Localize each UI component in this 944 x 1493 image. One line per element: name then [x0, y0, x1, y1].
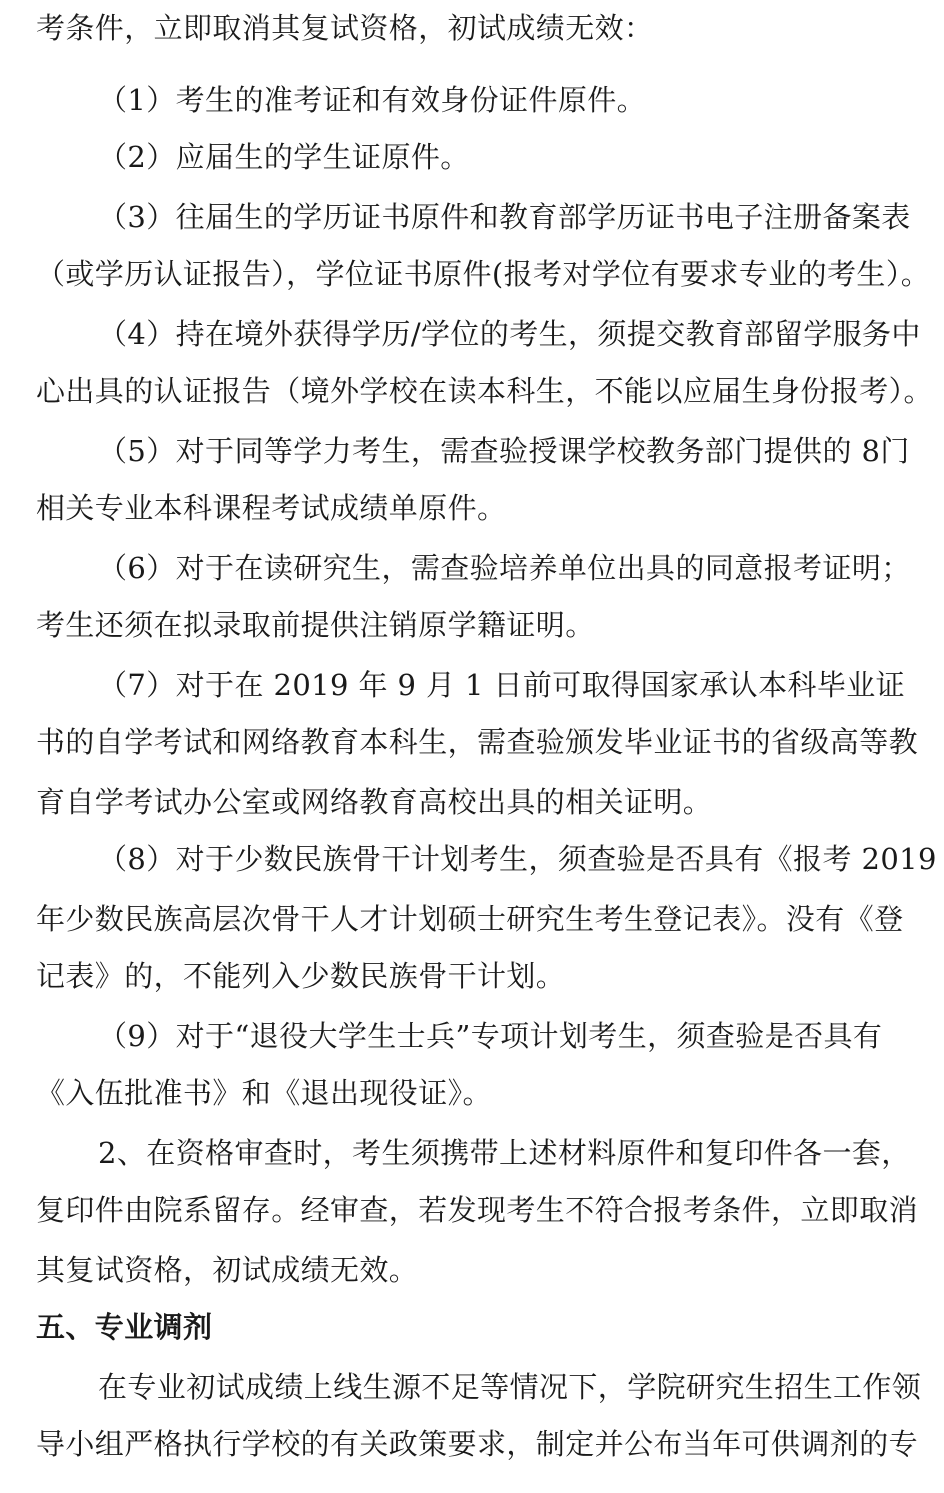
text-line: 考条件，立即取消其复试资格，初试成绩无效： [36, 11, 654, 45]
text-line: 导小组严格执行学校的有关政策要求，制定并公布当年可供调剂的专 [36, 1427, 919, 1461]
list-item-8: （8）对于少数民族骨干计划考生，须查验是否具有《报考 2019 [98, 842, 937, 876]
text-line: 记表》的，不能列入少数民族骨干计划。 [36, 959, 566, 993]
text-line: 年少数民族高层次骨干人才计划硕士研究生考生登记表》。没有《登 [36, 902, 904, 936]
section-heading: 五、专业调剂 [36, 1310, 213, 1344]
list-item-7: （7）对于在 2019 年 9 月 1 日前可取得国家承认本科毕业证 [98, 668, 906, 702]
list-item-3: （3）往届生的学历证书原件和教育部学历证书电子注册备案表 [98, 200, 911, 234]
text-line: 考生还须在拟录取前提供注销原学籍证明。 [36, 608, 595, 642]
list-item-4: （4）持在境外获得学历/学位的考生，须提交教育部留学服务中 [98, 317, 921, 351]
list-item-5: （5）对于同等学力考生，需查验授课学校教务部门提供的 8门 [98, 434, 910, 468]
text-line: 书的自学考试和网络教育本科生，需查验颁发毕业证书的省级高等教 [36, 725, 919, 759]
paragraph-item-2: 2、在资格审查时，考生须携带上述材料原件和复印件各一套， [98, 1136, 911, 1170]
list-item-9: （9）对于“退役大学生士兵”专项计划考生，须查验是否具有 [98, 1019, 883, 1053]
text-line: 相关专业本科课程考试成绩单原件。 [36, 491, 507, 525]
list-item-1: （1）考生的准考证和有效身份证件原件。 [98, 83, 647, 117]
text-line: 心出具的认证报告（境外学校在读本科生，不能以应届生身份报考）。 [36, 374, 933, 408]
text-line: 复印件由院系留存。经审查，若发现考生不符合报考条件，立即取消 [36, 1193, 919, 1227]
text-line: 育自学考试办公室或网络教育高校出具的相关证明。 [36, 785, 713, 819]
paragraph-line: 在专业初试成绩上线生源不足等情况下，学院研究生招生工作领 [98, 1370, 922, 1404]
text-line: 其复试资格，初试成绩无效。 [36, 1253, 419, 1287]
list-item-6: （6）对于在读研究生，需查验培养单位出具的同意报考证明； [98, 551, 911, 585]
list-item-2: （2）应届生的学生证原件。 [98, 140, 470, 174]
text-line: 《入伍批准书》和《退出现役证》。 [36, 1076, 492, 1110]
text-line: （或学历认证报告），学位证书原件(报考对学位有要求专业的考生）。 [36, 257, 931, 291]
